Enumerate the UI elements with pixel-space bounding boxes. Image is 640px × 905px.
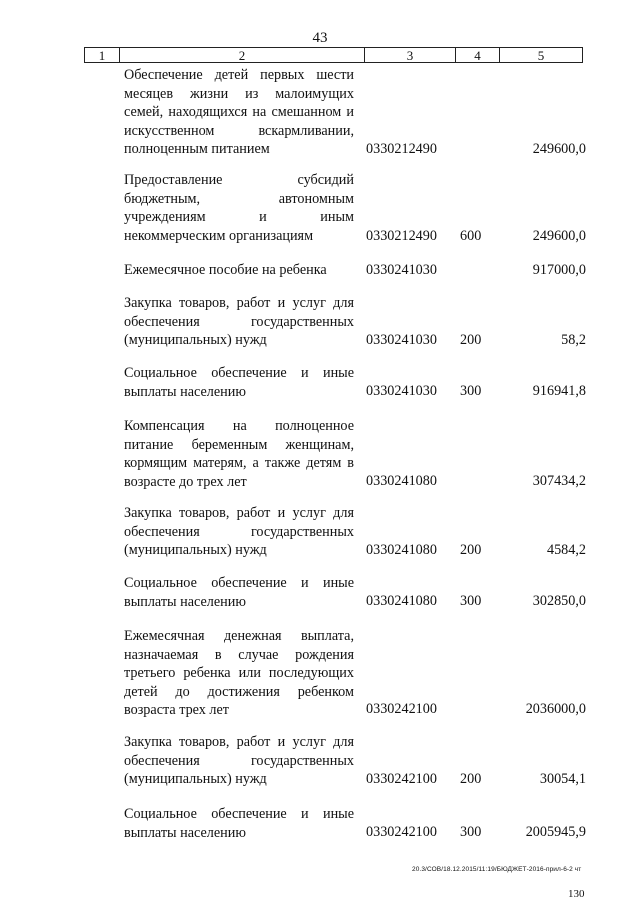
row-target-code: 0330242100 [366,771,437,787]
row-target-code: 0330212490 [366,141,437,157]
row-amount: 916941,8 [532,383,586,399]
row-amount: 2005945,9 [525,824,586,840]
row-description: Закупка товаров, работ и услуг для обеспечения государственных (муниципальных) нужд [124,295,354,348]
row-description: Социальное обеспечение и иные выплаты населению [124,575,354,610]
row-description: Ежемесячная денежная выплата, назначаемая в случае рождения третьего ребенка или последующих детей до достижения ребенком возраста трех лет [124,628,354,718]
row-description: Ежемесячное пособие на ребенка [124,262,327,278]
row-amount: 58,2 [561,332,586,348]
row-target-code: 0330242100 [366,824,437,840]
row-target-code: 0330241030 [366,332,437,348]
row-target-code: 0330241080 [366,542,437,558]
row-target-code: 0330242100 [366,701,437,717]
row-target-code: 0330212490 [366,228,437,244]
row-description: Социальное обеспечение и иные выплаты населению [124,365,354,400]
row-amount: 249600,0 [532,141,586,157]
row-expense-kind: 200 [460,542,482,558]
column-number-2: 2 [120,48,365,62]
row-description: Закупка товаров, работ и услуг для обеспечения государственных (муниципальных) нужд [124,505,354,558]
column-number-5: 5 [537,48,545,63]
row-description: Компенсация на полноценное питание беременным женщинам, кормящим матерям, а также детям в возрасте до трех лет [124,418,354,490]
column-number-3: 3 [365,48,456,62]
document-footer-stamp: 20.3/СОВ/18.12.2015/11:19/БЮДЖЕТ-2016-прил-6-2 чт [412,866,582,873]
row-expense-kind: 600 [460,228,482,244]
row-amount: 30054,1 [539,771,586,787]
row-target-code: 0330241030 [366,383,437,399]
sheet-number: 130 [568,888,585,900]
row-description: Обеспечение детей первых шести месяцев жизни из малоимущих семей, находящихся на смешанном и искусственном вскармливании, полноценным питанием [124,67,354,157]
row-amount: 917000,0 [532,262,586,278]
row-amount: 2036000,0 [525,701,586,717]
row-target-code: 0330241030 [366,262,437,278]
row-amount: 4584,2 [546,542,586,558]
row-expense-kind: 300 [460,383,482,399]
row-description: Закупка товаров, работ и услуг для обеспечения государственных (муниципальных) нужд [124,734,354,787]
row-description: Предоставление субсидий бюджетным, автономным учреждениям и иным некоммерческим организациям [124,172,354,244]
table-header-row [84,47,583,63]
row-description: Социальное обеспечение и иные выплаты населению [124,806,354,841]
page-number: 43 [312,30,328,46]
row-expense-kind: 300 [460,824,482,840]
row-expense-kind: 200 [460,332,482,348]
row-amount: 307434,2 [532,473,586,489]
row-target-code: 0330241080 [366,593,437,609]
row-expense-kind: 200 [460,771,482,787]
column-number-1: 1 [85,48,120,62]
row-expense-kind: 300 [460,593,482,609]
row-target-code: 0330241080 [366,473,437,489]
column-number-4: 4 [456,48,500,62]
row-amount: 302850,0 [532,593,586,609]
row-amount: 249600,0 [532,228,586,244]
